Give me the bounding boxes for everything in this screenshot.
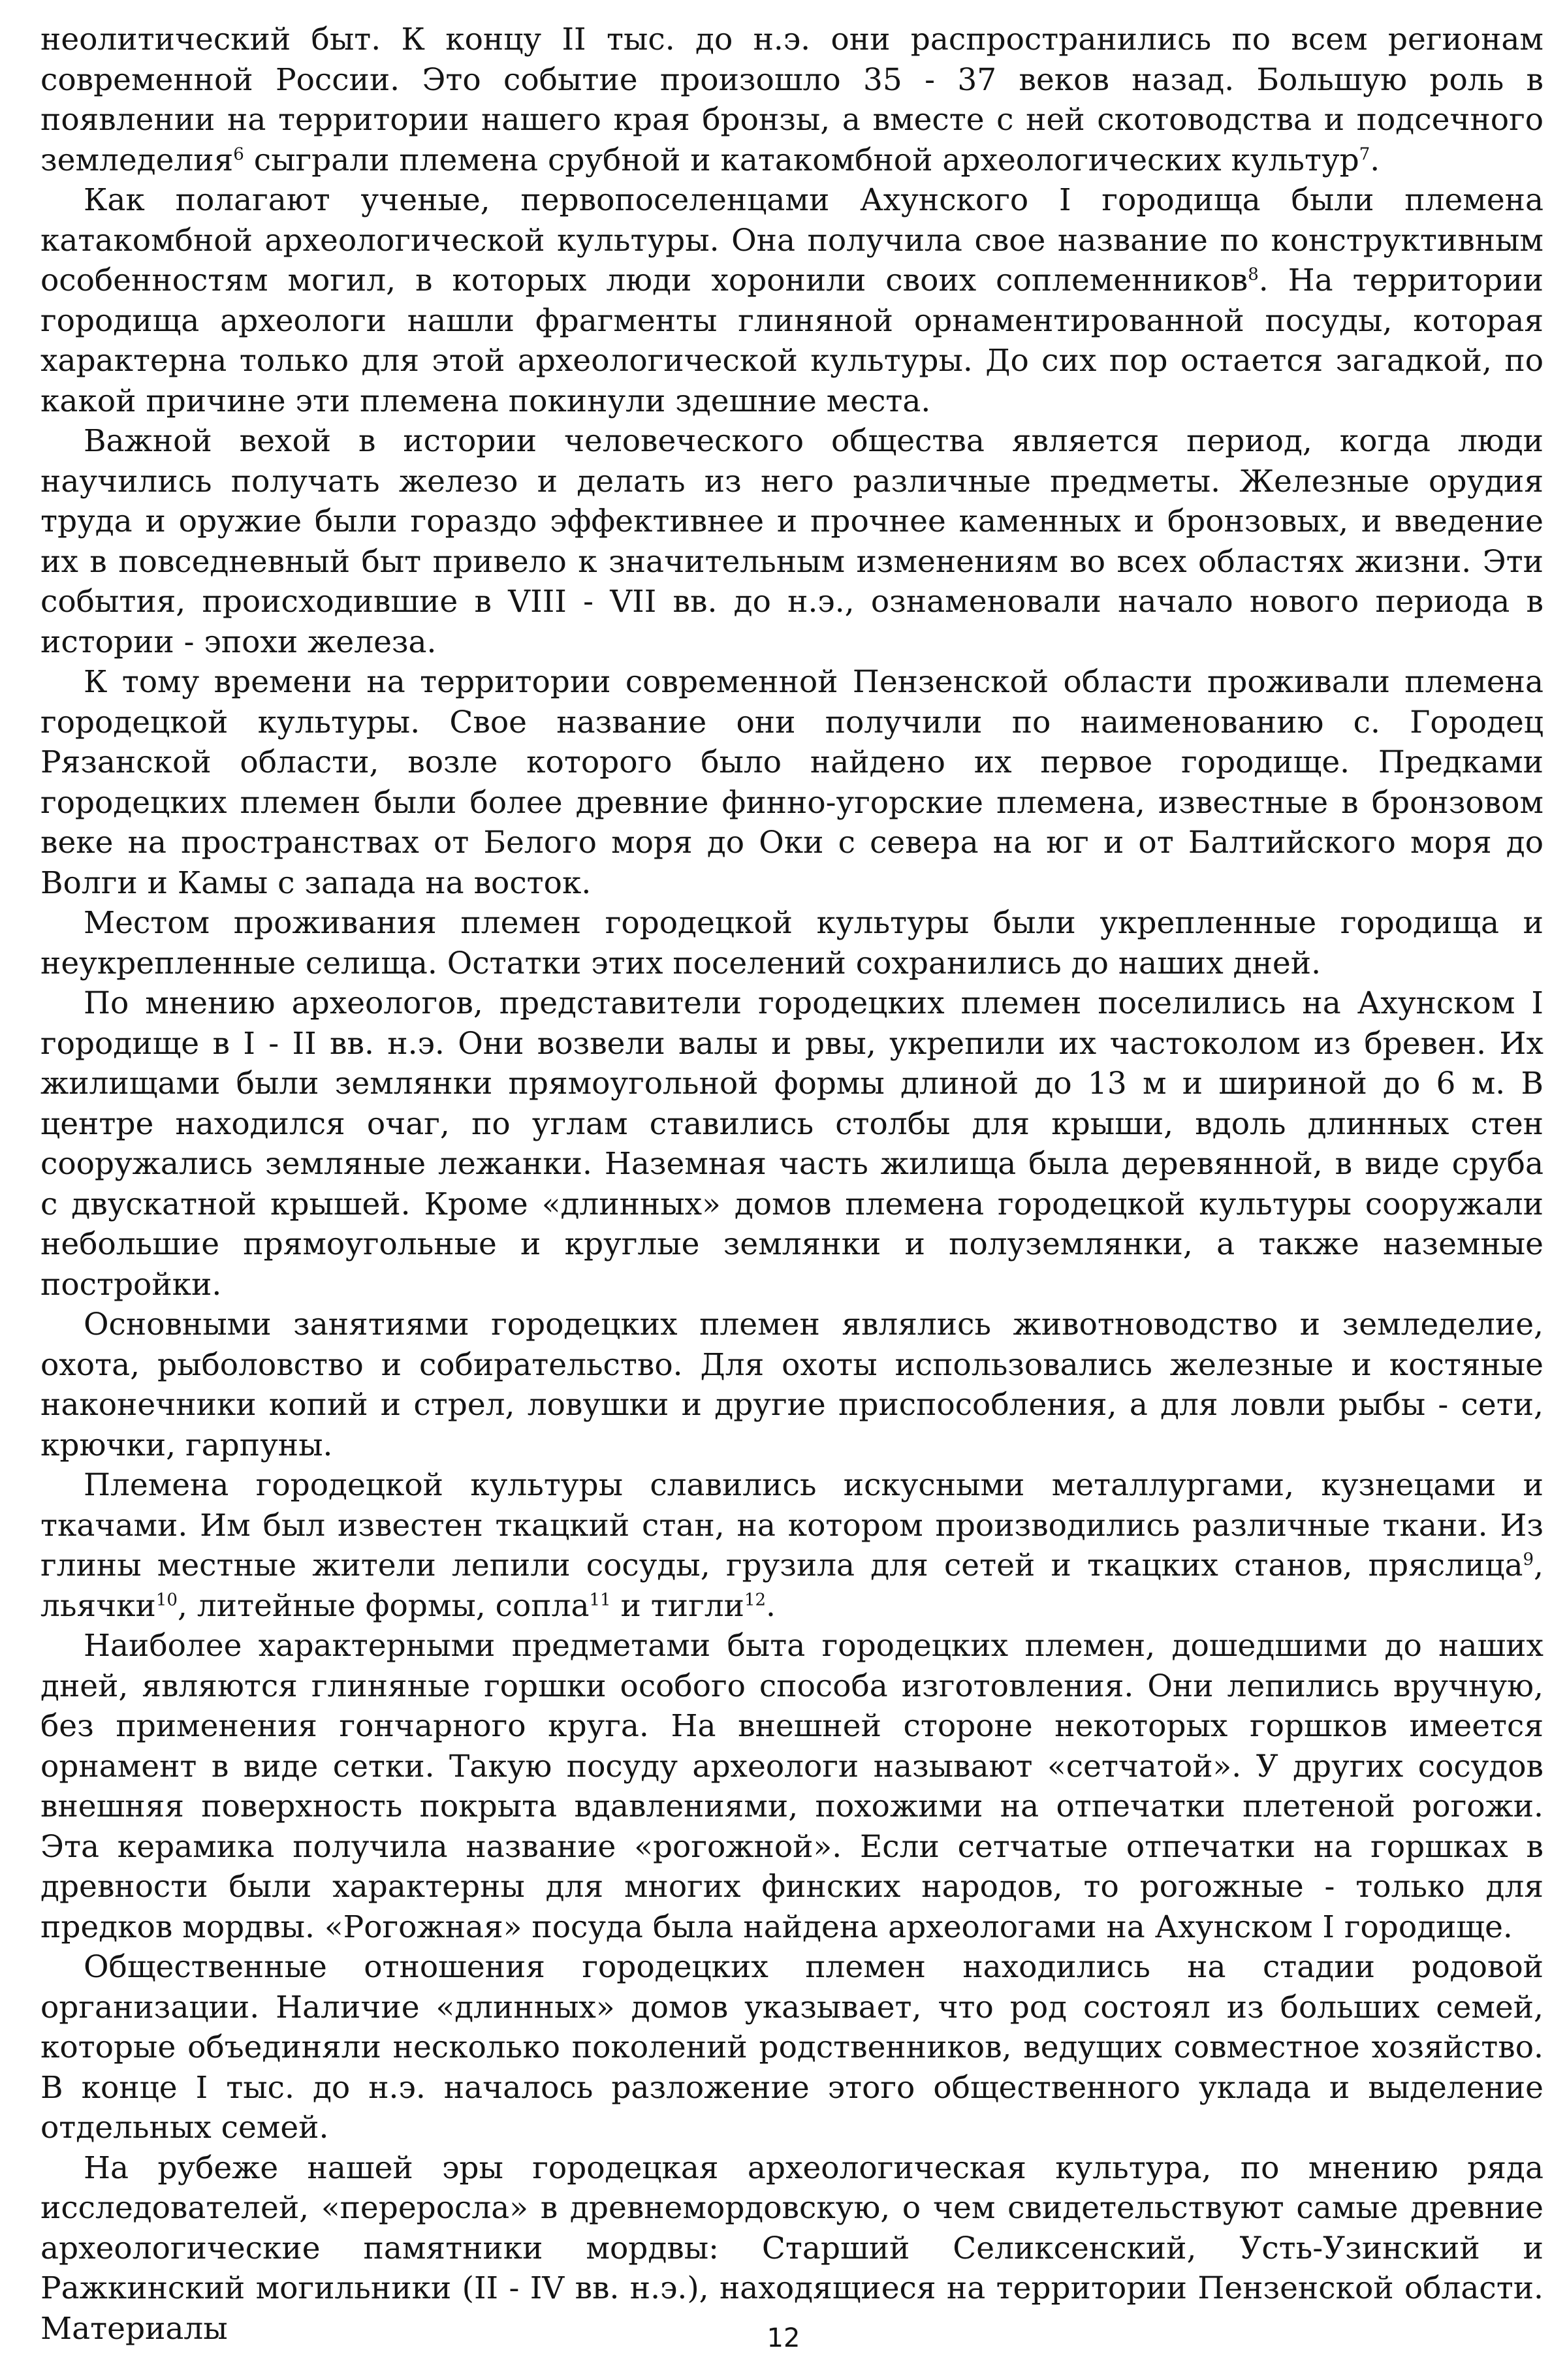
- text-run: неолитический быт. К концу II тыс. до н.э. они распространились по всем регионам современной России. Это событие произошло 35 - 37 веков назад. Большую роль в появлении на территории нашего края бронзы, а вместе с ней скотоводства и подсечного земледелия: [40, 22, 1543, 178]
- text-run: Наиболее характерными предметами быта городецких племен, дошедшими до наших дней, являются глиняные горшки особого способа изготовления. Они лепились вручную, без применения гончарного круга. На внешней стороне некоторых горшков имеется орнамент в виде сетки. Такую посуду археологи называют «сетчатой». У других сосудов внешняя поверхность покрыта вдавлениями, похожими на отпечатки плетеной рогожи. Эта керамика получила название «рогожной». Если сетчатые отпечатки на горшках в древности были характерны для многих финских народов, то рогожные - только для предков мордвы. «Рогожная» посуда была найдена археологами на Ахунском I городище.: [40, 1628, 1543, 1945]
- paragraph: [40, 421, 1543, 662]
- text-run: На рубеже нашей эры городецкая археологическая культура, по мнению ряда исследователей, «переросла» в древнемордовскую, о чем свидетельствуют самые древние археологические памятники мордвы: Старший Селиксенский, Усть-Узинский и Ражкинский могильники (II - IV вв. н.э.), находящиеся на территории Пензенской области. Материалы: [40, 2150, 1543, 2347]
- text-run: Местом проживания племен городецкой культуры были укрепленные городища и неукрепленные селища. Остатки этих поселений сохранились до наших дней.: [40, 905, 1543, 981]
- paragraph: [40, 180, 1543, 421]
- text-run: Общественные отношения городецких племен находились на стадии родовой организации. Наличие «длинных» домов указывает, что род состоял из больших семей, которые объединяли несколько поколений родственников, ведущих совместное хозяйство. В конце I тыс. до н.э. началось разложение этого общественного уклада и выделение отдельных семей.: [40, 1949, 1543, 2146]
- paragraph: [40, 903, 1543, 983]
- paragraph: [40, 983, 1543, 1305]
- text-run: , льячки: [40, 1547, 1543, 1624]
- text-run: К тому времени на территории современной Пензенской области проживали племена городецкой культуры. Свое название они получили по наименованию с. Городец Рязанской области, возле которого было найдено их первое городище. Предками городецких племен были более древние финно-угорские племена, известные в бронзовом веке на пространствах от Белого моря до Оки с севера на юг и от Балтийского моря до Волги и Камы с запада на восток.: [40, 664, 1543, 901]
- footnote-ref: 9: [1523, 1549, 1534, 1570]
- paragraph: [40, 1626, 1543, 1947]
- text-run: Как полагают ученые, первопоселенцами Ахунского I городища были племена катакомбной археологической культуры. Она получила свое название по конструктивным особенностям могил, в которых люди хоронили своих соплеменников: [40, 182, 1543, 298]
- paragraph: [40, 2148, 1543, 2349]
- text-run: Важной вехой в истории человеческого общества является период, когда люди научились получать железо и делать из него различные предметы. Железные орудия труда и оружие были гораздо эффективнее и прочнее каменных и бронзовых, и введение их в повседневный быт привело к значительным изменениям во всех областях жизни. Эти события, происходившие в VIII - VII вв. до н.э., ознаменовали начало нового периода в истории - эпохи железа.: [40, 423, 1543, 660]
- text-run: Основными занятиями городецких племен являлись животноводство и земледелие, охота, рыболовство и собирательство. Для охоты использовались железные и костяные наконечники копий и стрел, ловушки и другие приспособления, а для ловли рыбы - сети, крючки, гарпуны.: [40, 1307, 1543, 1463]
- paragraph: [40, 1465, 1543, 1626]
- page-body: [40, 20, 1543, 2349]
- paragraph: [40, 662, 1543, 903]
- footnote-ref: 12: [744, 1589, 767, 1610]
- text-run: сыграли племена срубной и катакомбной археологических культур: [244, 142, 1359, 178]
- text-run: , литейные формы, сопла: [177, 1587, 590, 1624]
- paragraph: [40, 20, 1543, 180]
- text-run: Племена городецкой культуры славились искусными металлургами, кузнецами и ткачами. Им был известен ткацкий стан, на котором производились различные ткани. Из глины местные жители лепили сосуды, грузила для сетей и ткацких станов, пряслица: [40, 1467, 1543, 1583]
- paragraph: [40, 1947, 1543, 2148]
- text-run: . На территории городища археологи нашли фрагменты глиняной орнаментированной посуды, которая характерна только для этой археологической культуры. До сих пор остается загадкой, по какой причине эти племена покинули здешние места.: [40, 262, 1543, 419]
- page-number: 12: [767, 2323, 800, 2353]
- footnote-ref: 8: [1248, 264, 1259, 285]
- footnote-ref: 10: [155, 1589, 178, 1610]
- text-run: и тигли: [610, 1587, 744, 1624]
- text-run: .: [766, 1587, 776, 1624]
- text-run: .: [1370, 142, 1380, 178]
- text-run: По мнению археологов, представители городецких племен поселились на Ахунском I городище в I - II вв. н.э. Они возвели валы и рвы, укрепили их частоколом из бревен. Их жилищами были землянки прямоугольной формы длиной до 13 м и шириной до 6 м. В центре находился очаг, по углам ставились столбы для крыши, вдоль длинных стен сооружались земляные лежанки. Наземная часть жилища была деревянной, в виде сруба с двускатной крышей. Кроме «длинных» домов племена городецкой культуры сооружали небольшие прямоугольные и круглые землянки и полуземлянки, а также наземные постройки.: [40, 985, 1543, 1303]
- footnote-ref: 6: [233, 144, 244, 164]
- paragraph: [40, 1305, 1543, 1465]
- footnote-ref: 11: [589, 1589, 611, 1610]
- footnote-ref: 7: [1359, 144, 1370, 164]
